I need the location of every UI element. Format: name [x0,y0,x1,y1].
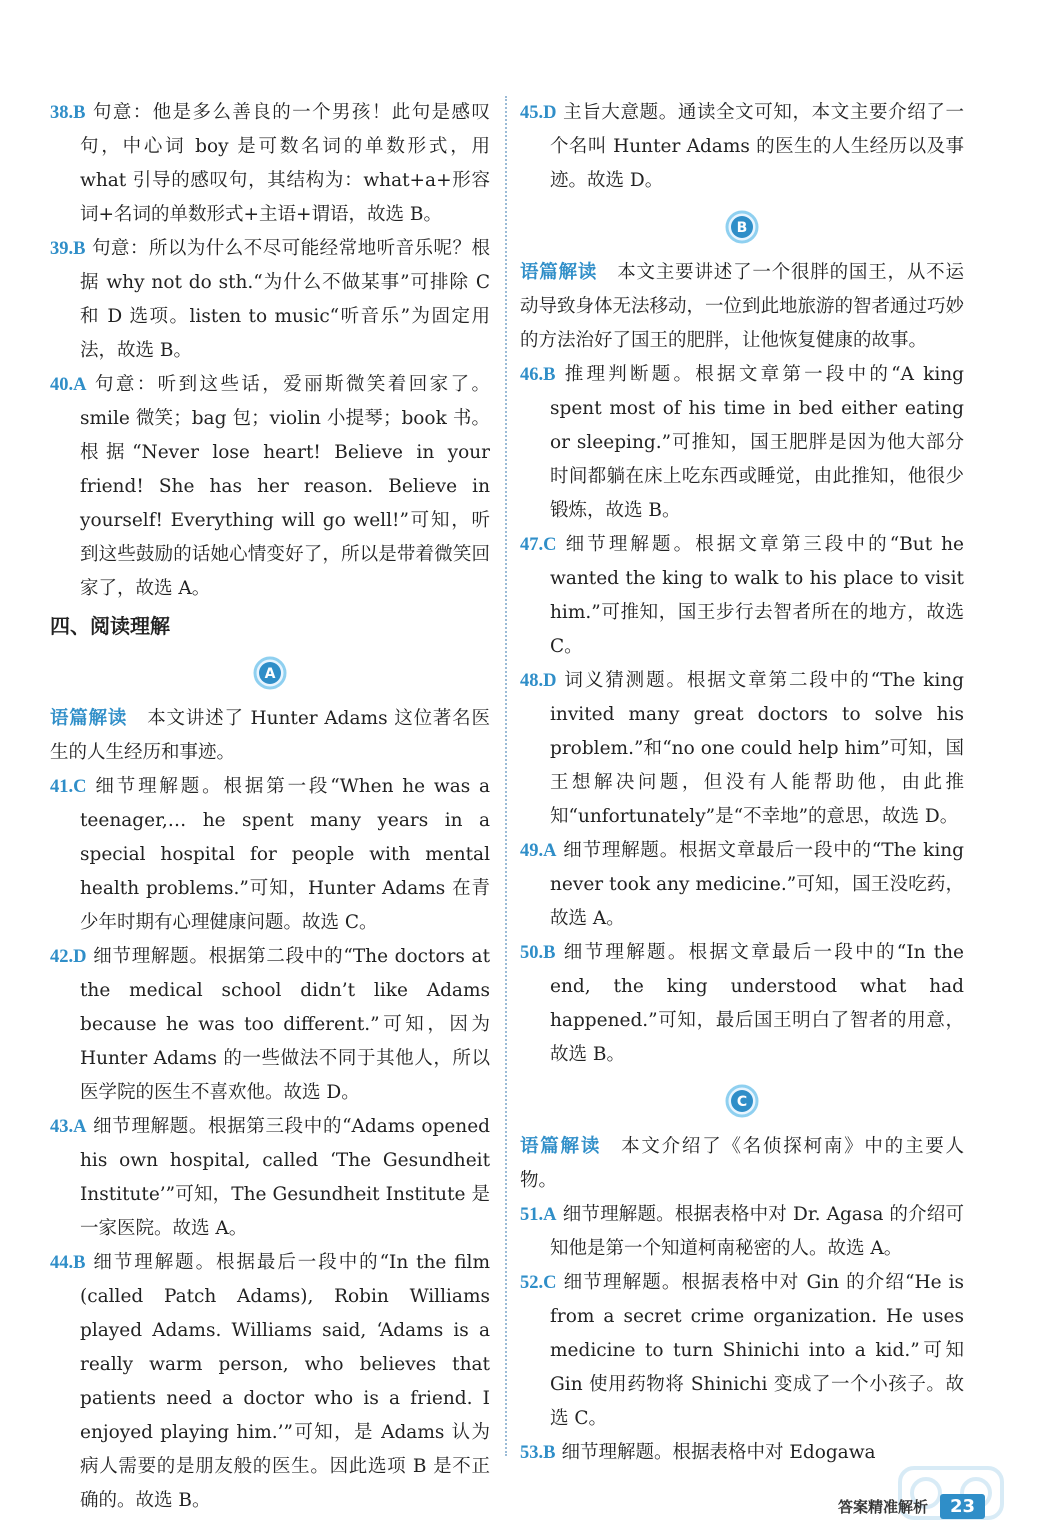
left-column [50,96,490,1518]
badge-b-icon [725,210,759,244]
answer-number: 38.B [50,103,86,123]
answer-49 [520,834,964,936]
answer-text: 细节理解题。根据表格中对 Edogawa [561,1442,876,1463]
right-column [520,96,964,1470]
answer-number: 53.B [520,1443,556,1463]
passage-a-summary [50,702,490,770]
badge-c-icon [725,1084,759,1118]
answer-text: 句意：他是多么善良的一个男孩！此句是感叹句，中心词 boy 是可数名词的单数形式，用 what 引导的感叹句，其结构为：what+a+形容词+名词的单数形式+主语+谓语，故选 B。 [80,102,490,225]
badge-label: C [736,1094,748,1110]
answer-number: 51.A [520,1205,557,1225]
answer-50 [520,936,964,1072]
page-footer [838,1494,985,1519]
column-divider [505,96,507,1456]
answer-text: 词义猜测题。根据文章第二段中的“The king invited many great doctors to solve his problem.”和“no one could help him”可知，国王想解决问题，但没有人能帮助他，由此推知“unfortunately”是“不幸地”的意思，故选 D。 [550,670,964,827]
answer-48 [520,664,964,834]
passage-b-badge [520,198,964,256]
answer-text: 细节理解题。根据文章第三段中的“But he wanted the king to walk to his place to visit him.”可推知，国王步行去智者所在的地方，故选 C。 [550,534,964,657]
answer-text: 细节理解题。根据表格中对 Dr. Agasa 的介绍可知他是第一个知道柯南秘密的人。故选 A。 [550,1204,964,1259]
summary-text: 本文介绍了《名侦探柯南》中的主要人物。 [520,1136,964,1191]
answer-number: 39.B [50,239,86,259]
answer-40 [50,368,490,606]
answer-number: 44.B [50,1253,86,1273]
answer-text: 细节理解题。根据第三段中的“Adams opened his own hospital, called ‘The Gesundheit Institute’”可知，The Gesundheit Institute 是一家医院。故选 A。 [80,1116,490,1239]
answer-text: 主旨大意题。通读全文可知，本文主要介绍了一个名叫 Hunter Adams 的医生的人生经历以及事迹。故选 D。 [550,102,964,191]
answer-number: 42.D [50,947,87,967]
answer-text: 细节理解题。根据最后一段中的“In the film (called Patch Adams), Robin Williams played Adams. Williams said, ‘Adams is a really warm person, who believes that patients need a doctor who is a friend. I enjoyed playing him.’”可知，是 Adams 认为病人需要的是朋友般的医生。因此选项 B 是不正确的。故选 B。 [80,1252,490,1511]
answer-text: 细节理解题。根据第二段中的“The doctors at the medical school didn’t like Adams because he was too different.”可知，因为 Hunter Adams 的一些做法不同于其他人，所以医学院的医生不喜欢他。故选 D。 [80,946,490,1103]
answer-52 [520,1266,964,1436]
answer-text: 推理判断题。根据文章第一段中的“A king spent most of his time in bed either eating or sleeping.”可推知，国王肥胖是因为他大部分时间都躺在床上吃东西或睡觉，由此推知，他很少锻炼，故选 B。 [550,364,964,521]
answer-text: 句意：所以为什么不尽可能经常地听音乐呢？根据 why not do sth.“为什么不做某事”可排除 C 和 D 选项。listen to music“听音乐”为固定用法，故选 B。 [80,238,490,361]
answer-number: 49.A [520,841,557,861]
passage-c-summary [520,1130,964,1198]
answer-39 [50,232,490,368]
answer-number: 40.A [50,375,87,395]
answer-38 [50,96,490,232]
answer-number: 41.C [50,777,87,797]
answer-text: 细节理解题。根据文章最后一段中的“In the end, the king understood what had happened.”可知，最后国王明白了智者的用意，故选 B。 [550,942,964,1065]
answer-number: 46.B [520,365,556,385]
answer-number: 45.D [520,103,557,123]
answer-42 [50,940,490,1110]
answer-46 [520,358,964,528]
summary-text: 本文主要讲述了一个很胖的国王，从不运动导致身体无法移动，一位到此地旅游的智者通过巧妙的方法治好了国王的肥胖，让他恢复健康的故事。 [520,262,965,351]
page-number: 23 [940,1494,985,1519]
answer-number: 43.A [50,1117,87,1137]
badge-label: B [736,220,748,236]
passage-a-badge [50,644,490,702]
answer-43 [50,1110,490,1246]
answer-text: 细节理解题。根据表格中对 Gin 的介绍“He is from a secret crime organization. He uses medicine to turn Shinichi into a kid.”可知 Gin 使用药物将 Shinichi 变成了一个小孩子。故选 C。 [550,1272,964,1429]
answer-list-top [50,96,490,606]
section-title: 四、阅读理解 [50,614,170,638]
answer-number: 52.C [520,1273,557,1293]
answer-47 [520,528,964,664]
answer-text: 句意：听到这些话，爱丽斯微笑着回家了。smile 微笑；bag 包；violin 小提琴；book 书。根据“Never lose heart! Believe in your friend! She has her reason. Believe in yourself! Everything will go well!”可知，听到这些鼓励的话她心情变好了，所以是带着微笑回家了，故选 A。 [80,374,490,599]
answer-45 [520,96,964,198]
answer-text: 细节理解题。根据文章最后一段中的“The king never took any medicine.”可知，国王没吃药，故选 A。 [550,840,964,929]
passage-b-summary [520,256,964,358]
summary-text: 本文讲述了 Hunter Adams 这位著名医生的人生经历和事迹。 [50,708,490,763]
footer-label: 答案精准解析 [838,1498,929,1516]
answer-number: 47.C [520,535,557,555]
passage-c-badge [520,1072,964,1130]
answer-text: 细节理解题。根据第一段“When he was a teenager,… he spent many years in a special hospital for people with mental health problems.”可知，Hunter Adams 在青少年时期有心理健康问题。故选 C。 [80,776,490,933]
answer-41 [50,770,490,940]
answer-number: 48.D [520,671,557,691]
summary-tag: 语篇解读 [520,1136,602,1157]
summary-tag: 语篇解读 [50,708,128,729]
answer-number: 50.B [520,943,556,963]
answer-44 [50,1246,490,1518]
badge-label: A [264,666,276,682]
answer-51 [520,1198,964,1266]
badge-a-icon [253,656,287,690]
summary-tag: 语篇解读 [520,262,598,283]
